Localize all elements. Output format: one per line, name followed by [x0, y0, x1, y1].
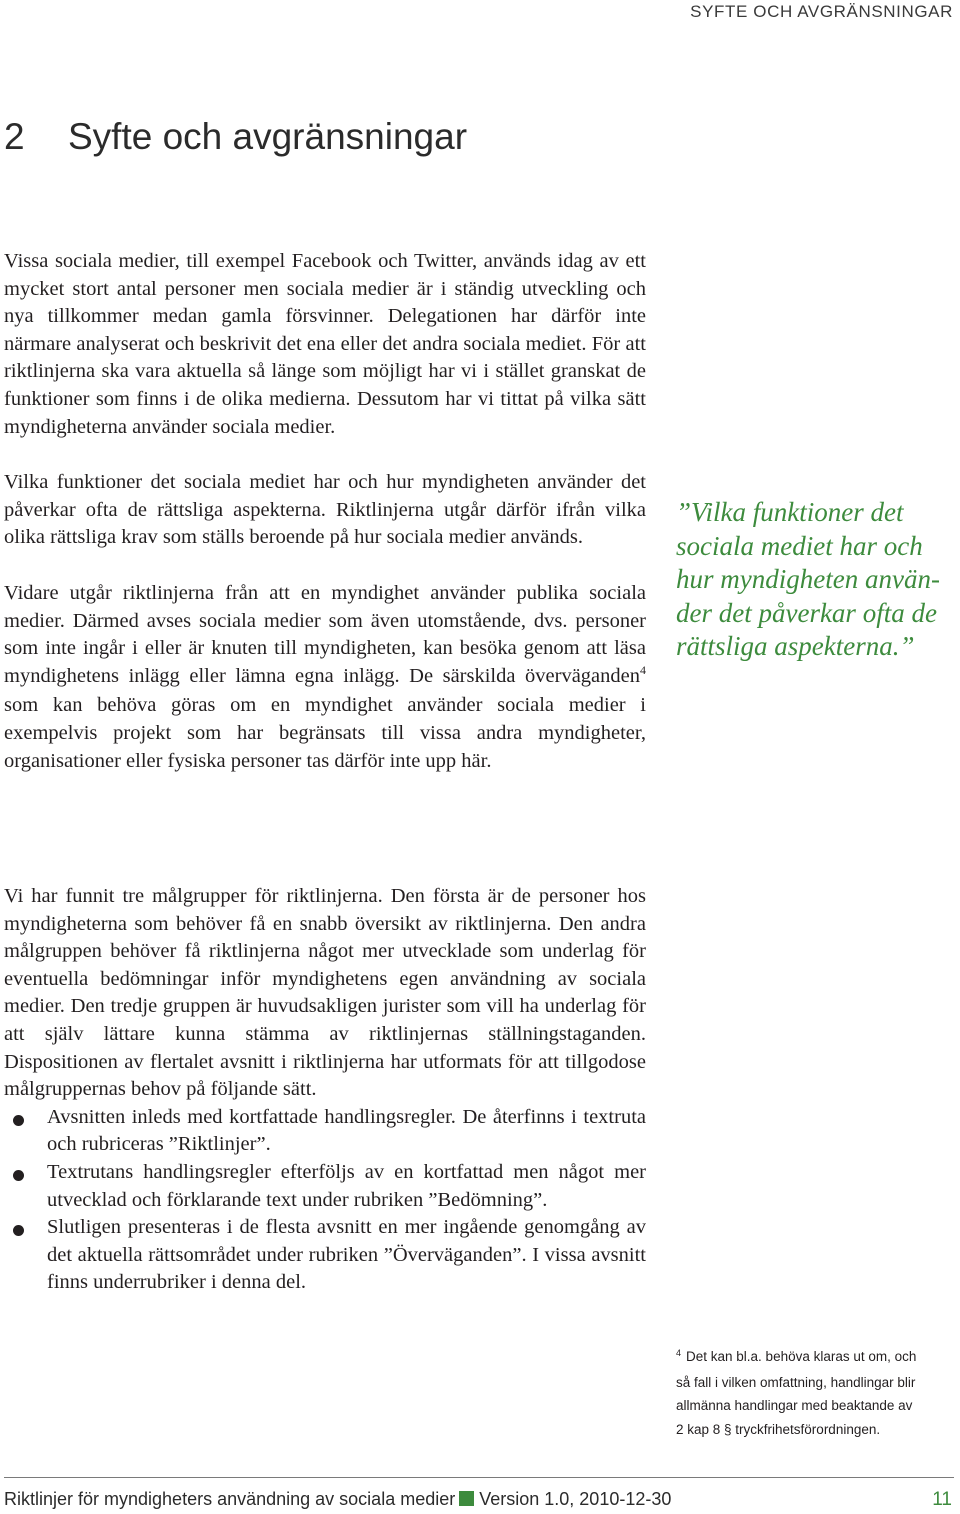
- footnote: [676, 1345, 958, 1441]
- body-text-bottom: [4, 883, 646, 1297]
- pull-quote-line: hur myndigheten använ-: [676, 564, 940, 595]
- footnote-mark: 4: [676, 1348, 682, 1358]
- bullet-list: [4, 1104, 646, 1297]
- paragraph-3-end: som kan behöva göras om en myndighet använder sociala medier i exempelvis projekt som har begränsats till vissa andra myndigheter, organisationer eller fysiska personer tas därför inte upp här.: [4, 694, 646, 772]
- chapter-number: 2: [4, 116, 25, 157]
- bullet-text: Textrutans handlingsregler efterföljs av en kortfattad men något mer utvecklad och förklarande text under rubriken ”Bedömning”.: [47, 1160, 646, 1211]
- footer-version: Version 1.0, 2010-12-30: [479, 1489, 672, 1509]
- pull-quote-line: ”Vilka funktioner det: [676, 497, 904, 527]
- footnote-line: så fall i vilken omfattning, handlingar blir: [676, 1374, 916, 1390]
- footnote-reference: 4: [640, 662, 646, 677]
- footer-title: Riktlinjer för myndigheters användning av sociala medier: [4, 1489, 456, 1509]
- pull-quote: [676, 496, 960, 664]
- footnote-line-text: Det kan bl.a. behöva klaras ut om, och: [686, 1349, 917, 1364]
- bullet-text: Slutligen presenteras i de flesta avsnitt en mer ingående genomgång av det aktuella rättsområdet under rubriken ”Överväganden”. I vissa avsnitt finns underrubriker i denna del.: [47, 1216, 646, 1294]
- footer-rule: [4, 1477, 954, 1478]
- footnote-line: allmänna handlingar med beaktande av: [676, 1398, 913, 1413]
- chapter-title-text: Syfte och avgränsningar: [68, 116, 468, 157]
- page-footer: [4, 1489, 671, 1510]
- footnote-line: [676, 1345, 958, 1371]
- page-number: 11: [932, 1489, 952, 1510]
- chapter-title: [4, 116, 467, 158]
- paragraph-3-start: Vidare utgår riktlinjerna från att en myndighet använder publika sociala medier. Därmed avses sociala medier som även utomstående, dvs. personer som inte ingår i eller är knuten till myndigheten, kan besöka genom att läsa myndighetens inlägg eller lämna egna inlägg. De särskilda överväganden: [4, 581, 646, 687]
- bullet-item: [4, 1159, 646, 1214]
- bullet-item: [4, 1104, 646, 1159]
- paragraph-2: Vilka funktioner det sociala mediet har och hur myndigheten använder det påverkar ofta de rättsliga aspekterna. Riktlinjerna utgår därför ifrån vilka olika rättsliga krav som ställs beroende på hur sociala medier används.: [4, 471, 646, 549]
- paragraph-1: Vissa sociala medier, till exempel Facebook och Twitter, används idag av ett mycket stort antal personer men sociala medier är i ständig utveckling och nya tillkommer medan gamla försvinner. Delegationen har därför inte närmare analyserat och beskrivit det ena eller det andra sociala mediet. För att riktlinjerna ska vara aktuella så länge som möjligt har vi i stället granskat de funktioner som finns i de olika medierna. Dessutom har vi tittat på vilka sätt myndigheterna använder sociala medier.: [4, 250, 646, 438]
- bullet-icon: [13, 1115, 24, 1126]
- pull-quote-line: sociala mediet har och: [676, 530, 923, 561]
- bullet-icon: [13, 1170, 24, 1181]
- bullet-icon: [13, 1225, 24, 1236]
- running-head: SYFTE OCH AVGRÄNSNINGAR: [690, 2, 953, 21]
- footnote-line: 2 kap 8 § tryckfrihetsförordningen.: [676, 1421, 881, 1437]
- paragraph-3: [4, 580, 646, 775]
- pull-quote-line: der det påverkar ofta de: [676, 597, 937, 628]
- green-square-icon: [459, 1491, 474, 1506]
- bullet-text: Avsnitten inleds med kortfattade handlingsregler. De återfinns i textruta och rubriceras ”Riktlinjer”.: [47, 1105, 646, 1156]
- paragraph-4: Vi har funnit tre målgrupper för riktlinjerna. Den första är de personer hos myndigheterna som behöver få en snabb översikt av riktlinjerna. Den andra målgruppen behöver få riktlinjerna något mer utvecklade som underlag för eventuella bedömningar inför myndighetens egen användning av sociala medier. Den tredje gruppen är huvudsakligen jurister som vill ha underlag för att själv lättare kunna stämma av riktlinjernas ställningstaganden. Dispositionen av flertalet avsnitt i riktlinjerna har utformats för att tillgodose målgruppernas behov på följande sätt.: [4, 885, 646, 1101]
- pull-quote-line: rättsliga aspekterna.”: [676, 631, 915, 662]
- body-text-top: [4, 248, 646, 775]
- bullet-item: [4, 1214, 646, 1297]
